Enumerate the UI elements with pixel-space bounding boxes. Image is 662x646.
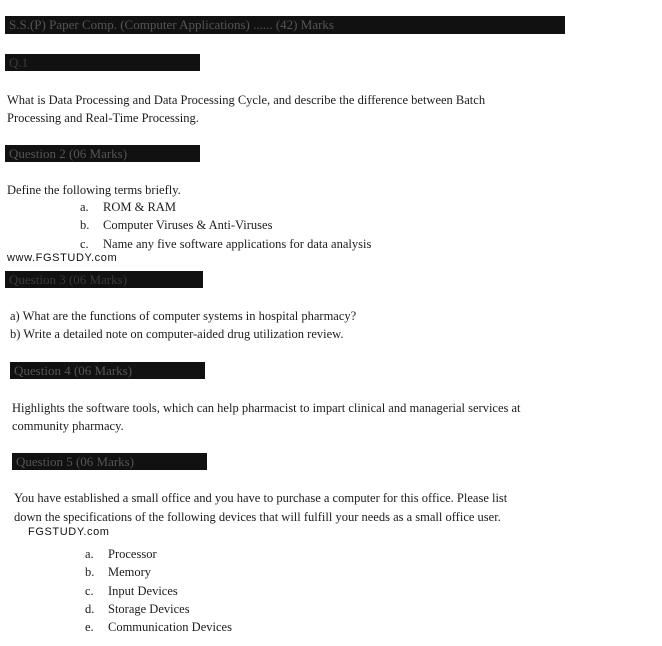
list-item-text: Communication Devices bbox=[108, 620, 232, 635]
list-item bbox=[80, 216, 480, 234]
list-marker: d. bbox=[85, 601, 95, 616]
watermark-bottom: FGSTUDY.com bbox=[28, 526, 110, 538]
question-1-text-line-1: What is Data Processing and Data Processing Cycle, and describe the difference between Batch bbox=[7, 93, 486, 107]
list-marker: b. bbox=[85, 565, 95, 580]
list-item-text: ROM & RAM bbox=[103, 200, 176, 214]
list-item bbox=[85, 582, 385, 600]
list-item bbox=[85, 618, 385, 636]
list-marker: a. bbox=[80, 200, 89, 214]
question-2-list bbox=[80, 198, 480, 253]
redacted-paper-header: S.S.(P) Paper Comp. (Computer Applications) ...... (42) Marks bbox=[5, 16, 565, 34]
list-item bbox=[80, 235, 480, 253]
question-2-heading: Question 2 (06 Marks) bbox=[5, 145, 200, 162]
list-item-text: Memory bbox=[108, 565, 152, 580]
question-3-heading: Question 3 (06 Marks) bbox=[5, 271, 203, 288]
list-item bbox=[80, 198, 480, 216]
question-3-text-line-2: b) Write a detailed note on computer-aided drug utilization review. bbox=[10, 327, 344, 341]
list-marker: b. bbox=[80, 218, 90, 233]
question-3-text-line-1: a) What are the functions of computer systems in hospital pharmacy? bbox=[10, 309, 357, 323]
question-4-text-line-1: Highlights the software tools, which can help pharmacist to impart clinical and managerial services at bbox=[12, 401, 521, 415]
list-marker: c. bbox=[80, 236, 89, 251]
list-item-text: Storage Devices bbox=[108, 601, 190, 616]
question-1-text-line-2: Processing and Real-Time Processing. bbox=[7, 111, 199, 125]
list-item bbox=[85, 563, 385, 581]
question-5-heading: Question 5 (06 Marks) bbox=[12, 453, 207, 470]
list-item-text: Processor bbox=[108, 547, 157, 561]
question-4-text-line-2: community pharmacy. bbox=[12, 419, 124, 433]
list-marker: e. bbox=[85, 620, 94, 635]
question-4-heading: Question 4 (06 Marks) bbox=[10, 362, 205, 379]
watermark-top: www.FGSTUDY.com bbox=[7, 252, 118, 264]
top-text-fragment bbox=[292, 0, 332, 5]
question-5-list bbox=[85, 545, 385, 636]
list-item-text: Input Devices bbox=[108, 583, 178, 598]
list-marker: a. bbox=[85, 547, 94, 561]
list-item bbox=[85, 545, 385, 563]
list-marker: c. bbox=[85, 583, 94, 598]
question-5-text-line-1: You have established a small office and you have to purchase a computer for this office. Please list bbox=[14, 491, 508, 505]
list-item bbox=[85, 600, 385, 618]
question-5-text-line-2: down the specifications of the following devices that will fulfill your needs as a small office user. bbox=[14, 510, 501, 524]
list-item-text: Name any five software applications for data analysis bbox=[103, 236, 372, 251]
question-1-heading: Q.1 bbox=[5, 54, 200, 71]
list-item-text: Computer Viruses & Anti-Viruses bbox=[103, 218, 273, 233]
question-2-intro: Define the following terms briefly. bbox=[7, 183, 181, 197]
